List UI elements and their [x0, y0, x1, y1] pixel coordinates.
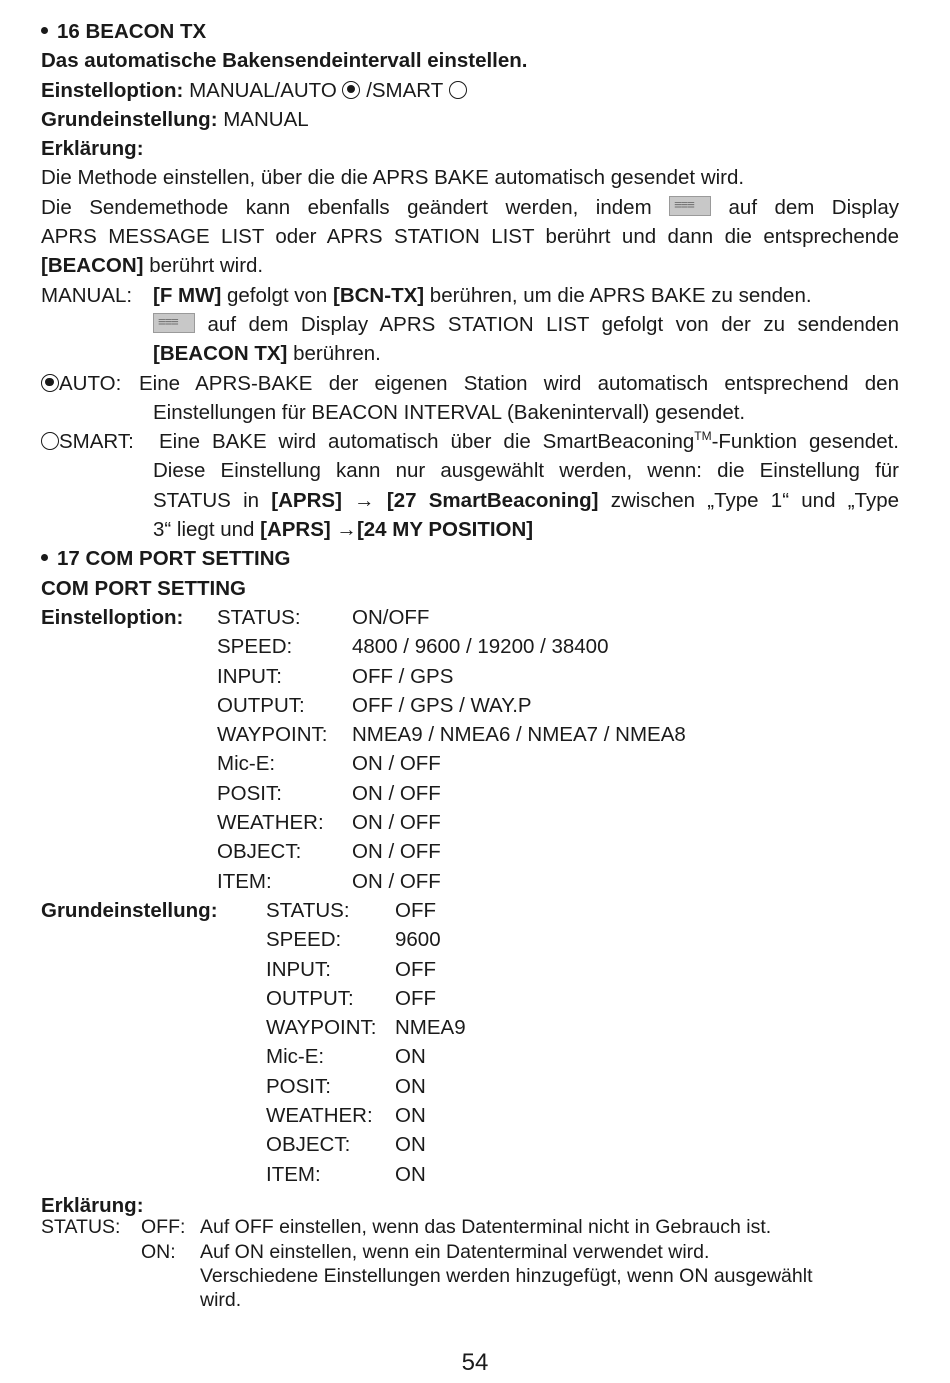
- option-value: OFF / GPS / WAY.P: [352, 693, 532, 717]
- default-value: ON: [395, 1045, 426, 1069]
- section-16-p2-line3: [BEACON] berührt wird.: [41, 254, 264, 278]
- section-16-p2-line1: Die Sendemethode kann ebenfalls geändert werden, indem ≡≡≡ auf dem Display: [41, 193, 899, 222]
- smart-item: SMART: Eine BAKE wird automatisch über die SmartBeaconing™-Funktion gesendet. Diese Einstellung kann nur ausgewählt werden, wenn: die Einstellung für STATUS in [APRS] → [27 SmartBeaconing] zwischen „Type 1“ und „Type 3“ liegt und [APRS] →[24 MY POSITION]: [41, 427, 899, 544]
- section-16-options: Einstelloption: MANUAL/AUTO /SMART: [41, 76, 899, 105]
- option-value: ON / OFF: [352, 781, 441, 805]
- options-label: Einstelloption:: [41, 605, 184, 629]
- smart-mode-icon: [449, 81, 467, 99]
- list-key-icon: [669, 196, 711, 216]
- option-key: SPEED:: [217, 635, 293, 659]
- default-value: 9600: [395, 928, 441, 952]
- default-value: OFF: [395, 986, 436, 1010]
- option-key: WEATHER:: [217, 811, 324, 835]
- default-key: OBJECT:: [266, 1133, 351, 1157]
- default-key: OUTPUT:: [266, 986, 354, 1010]
- default-key: Mic-E:: [266, 1045, 325, 1069]
- option-key: Mic-E:: [217, 752, 276, 776]
- option-key: WAYPOINT:: [217, 723, 328, 747]
- option-value: ON/OFF: [352, 605, 430, 629]
- auto-mode-icon: [342, 81, 360, 99]
- section-17-explanation-label: Erklärung:: [41, 1193, 144, 1217]
- defaults-label: Grundeinstellung:: [41, 898, 218, 922]
- default-value: ON: [395, 1074, 426, 1098]
- default-key: WEATHER:: [266, 1103, 373, 1127]
- default-key: ITEM:: [266, 1162, 321, 1186]
- section-16-heading: 16 BEACON TX: [41, 17, 899, 46]
- smart-label: SMART:: [59, 430, 134, 454]
- default-value: NMEA9: [395, 1016, 466, 1040]
- default-value: OFF: [395, 957, 436, 981]
- option-value: ON / OFF: [352, 752, 441, 776]
- section-16-p2-line2: APRS MESSAGE LIST oder APRS STATION LIST berührt und dann die entsprechende: [41, 225, 899, 249]
- bullet-icon: [41, 554, 48, 561]
- option-value: NMEA9 / NMEA6 / NMEA7 / NMEA8: [352, 723, 686, 747]
- option-value: ON / OFF: [352, 811, 441, 835]
- section-16-subtitle: Das automatische Bakensendeintervall einstellen.: [41, 49, 528, 73]
- auto-item: AUTO: Eine APRS-BAKE der eigenen Station wird automatisch entsprechend den Einstellungen für BEACON INTERVAL (Bakenintervall) gesendet.: [41, 369, 899, 428]
- section-16-default: Grundeinstellung: MANUAL: [41, 107, 309, 131]
- option-key: OUTPUT:: [217, 693, 305, 717]
- section-17-heading: 17 COM PORT SETTING: [41, 544, 899, 573]
- smart-mode-icon: [41, 432, 59, 450]
- auto-label: AUTO:: [59, 371, 122, 395]
- default-key: POSIT:: [266, 1074, 331, 1098]
- option-key: STATUS:: [217, 605, 301, 629]
- list-key-icon: [153, 313, 195, 333]
- option-key: ITEM:: [217, 869, 272, 893]
- section-17-subtitle: COM PORT SETTING: [41, 576, 246, 600]
- status-explanation: STATUS: OFF: Auf OFF einstellen, wenn das Datenterminal nicht in Gebrauch ist. ON: Auf ON einstellen, wenn ein Datenterminal verwendet wird. Verschiedene Einstellungen werden hinzugefügt, wenn ON ausgewählt wird.: [41, 1216, 813, 1312]
- section-16-explanation-label: Erklärung:: [41, 137, 144, 161]
- option-key: OBJECT:: [217, 840, 302, 864]
- bullet-icon: [41, 27, 48, 34]
- option-key: INPUT:: [217, 664, 282, 688]
- section-16-p1: Die Methode einstellen, über die die APRS BAKE automatisch gesendet wird.: [41, 166, 745, 190]
- option-value: ON / OFF: [352, 869, 441, 893]
- default-key: INPUT:: [266, 957, 331, 981]
- default-key: SPEED:: [266, 928, 342, 952]
- default-key: WAYPOINT:: [266, 1016, 377, 1040]
- option-key: POSIT:: [217, 781, 282, 805]
- option-value: 4800 / 9600 / 19200 / 38400: [352, 635, 609, 659]
- auto-mode-icon: [41, 374, 59, 392]
- option-value: OFF / GPS: [352, 664, 454, 688]
- default-value: OFF: [395, 898, 436, 922]
- page-number: 54: [461, 1349, 489, 1376]
- default-key: STATUS:: [266, 898, 350, 922]
- default-value: ON: [395, 1162, 426, 1186]
- section-17-defaults: [41, 896, 899, 1189]
- default-value: ON: [395, 1103, 426, 1127]
- manual-item: MANUAL: [F MW] gefolgt von [BCN-TX] berühren, um die APRS BAKE zu senden. ≡≡≡ auf dem Display APRS STATION LIST gefolgt von der zu sendenden [BEACON TX] berühren.: [41, 281, 899, 369]
- manual-page: [41, 17, 899, 1313]
- option-value: ON / OFF: [352, 840, 441, 864]
- default-value: ON: [395, 1133, 426, 1157]
- manual-label: MANUAL:: [41, 283, 133, 307]
- section-17-options: [41, 603, 899, 896]
